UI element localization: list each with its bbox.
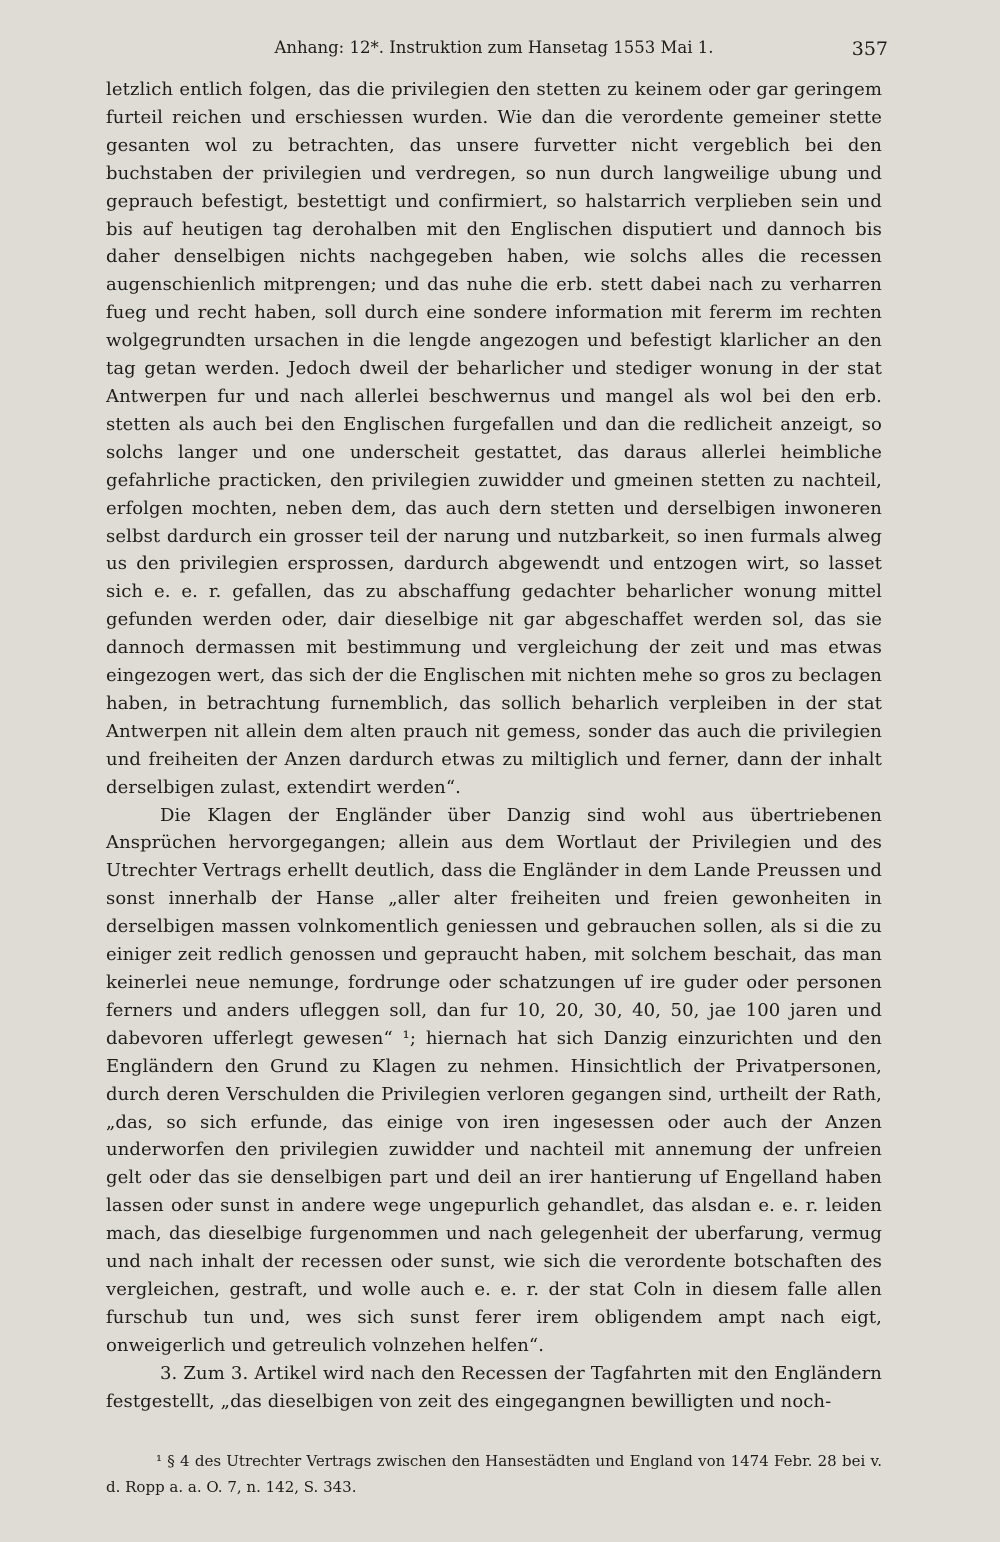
body-text <box>106 76 882 1416</box>
paragraph: Die Klagen der Engländer über Danzig sind wohl aus übertriebenen Ansprüchen hervorgegangen; allein aus dem Wortlaut der Privilegien und des Utrechter Vertrags erhellt deutlich, dass die Engländer in dem Lande Preussen und sonst innerhalb der Hanse „aller alter freiheiten und freien gewonheiten in derselbigen massen volnkomentlich geniessen und gebrauchen sollen, als si die zu einiger zeit redlich genossen und gepraucht haben, mit solchem beschait, das man keinerlei neue nemunge, fordrunge oder schatzungen uf ire guder oder personen ferners und anders ufleggen soll, dan fur 10, 20, 30, 40, 50, jae 100 jaren und dabevoren ufferlegt gewesen“ ¹; hiernach hat sich Danzig einzurichten und den Engländern den Grund zu Klagen zu nehmen. Hinsichtlich der Privatpersonen, durch deren Verschulden die Privilegien verloren gegangen sind, urtheilt der Rath, „das, so sich erfunde, das einige von iren ingesessen oder auch der Anzen underworfen den privilegien zuwidder und nachteil mit annemung der unfreien gelt oder das sie denselbigen part und deil an irer hantierung uf Engelland haben lassen oder sunst in andere wege ungepurlich gehandlet, das alsdan e. e. r. leiden mach, das dieselbige furgenommen und nach gelegenheit der uberfarung, vermug und nach inhalt der recessen oder sunst, wie sich die verordente botschaften des vergleichen, gestraft, und wolle auch e. e. r. der stat Coln in diesem falle allen furschub tun und, wes sich sunst ferer irem obligendem ampt nach eigt, onweigerlich und getreulich volnzehen helfen“. <box>106 804 882 1356</box>
paragraph: 3. Zum 3. Artikel wird nach den Recessen der Tagfahrten mit den Engländern festgestellt, „das dieselbigen von zeit des eingegangnen bewilligten und noch- <box>106 1362 882 1412</box>
footnote: ¹ § 4 des Utrechter Vertrags zwischen den Hansestädten und England von 1474 Febr. 28 bei v. d. Ropp a. a. O. 7, n. 142, S. 343. <box>106 1451 882 1496</box>
page-number: 357 <box>851 38 888 60</box>
running-head-title: Anhang: 12*. Instruktion zum Hansetag 1553 Mai 1. <box>274 38 714 57</box>
running-head <box>106 38 888 68</box>
paragraph: letzlich entlich folgen, das die privilegien den stetten zu keinem oder gar geringem furteil reichen und erschiessen wurden. Wie dan die verordente gemeiner stette gesanten wol zu betrachten, das unsere furvetter nicht vergeblich bei den buchstaben der privilegien und verdregen, so nun durch langweilige ubung und geprauch befestigt, bestettigt und confirmiert, so halstarrich verplieben sein und bis auf heutigen tag derohalben mit den Englischen disputiert und dannoch bis daher denselbigen nichts nachgegeben haben, wie solchs alles die recessen augenschienlich mitprengen; und das nuhe die erb. stett dabei nach zu verharren fueg und recht haben, soll durch eine sondere information mit fererm im rechten wolgegrundten ursachen in die lengde angezogen und befestigt klarlicher an den tag getan werden. Jedoch dweil der beharlicher und stediger wonung in der stat Antwerpen fur und nach allerlei beschwernus und mangel als wol bei den erb. stetten als auch bei den Englischen furgefallen und dan die redlicheit anzeigt, so solchs langer und one underscheit gestattet, das daraus allerlei heimbliche gefahrliche practicken, den privilegien zuwidder und gmeinen stetten zu nachteil, erfolgen mochten, neben dem, das auch dern stetten und derselbigen inwoneren selbst dardurch ein grosser teil der narung und nutzbarkeit, so inen furmals alweg us den privilegien ersprossen, dardurch abgewendt und entzogen wirt, so lasset sich e. e. r. gefallen, das zu abschaffung gedachter beharlicher wonung mittel gefunden werden oder, dair dieselbige nit gar abgeschaffet werden sol, das sie dannoch dermassen mit bestimmung und vergleichung der zeit und mas etwas eingezogen wert, das sich der die Englischen mit nichten mehe so gros zu beclagen haben, in betrachtung furnemblich, das sollich beharlich verpleiben in der stat Antwerpen nit allein dem alten prauch nit gemess, sonder das auch die privilegien und freiheiten der Anzen dardurch etwas zu miltiglich und ferner, dann der inhalt derselbigen zulast, extendirt werden“. <box>106 79 882 798</box>
